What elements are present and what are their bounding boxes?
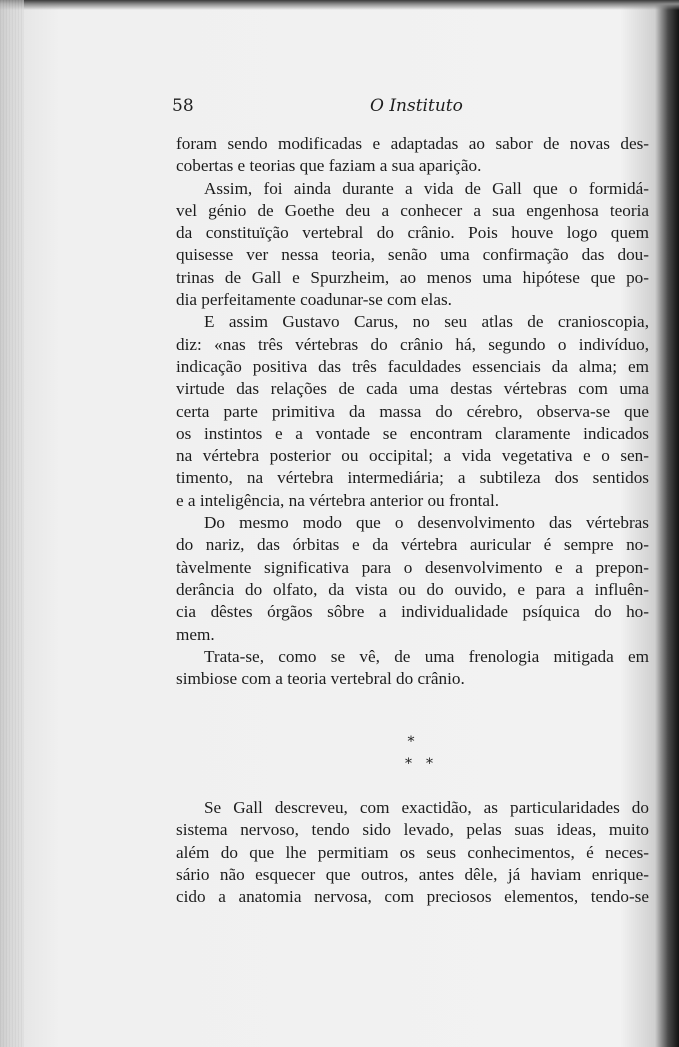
text-line: indicação positiva das três faculdades essenciais da alma; em xyxy=(176,356,649,376)
text-line: do nariz, das órbitas e da vértebra auricular é sempre no- xyxy=(176,535,649,555)
text-line: Se Gall descreveu, com exactidão, as particularidades do xyxy=(204,798,649,817)
asterism-top: * xyxy=(407,734,415,750)
text-line: além do que lhe permitiam os seus conhecimentos, é neces- xyxy=(176,842,649,862)
text-line: sistema nervoso, tendo sido levado, pelas suas ideas, muito xyxy=(176,820,649,840)
paragraph xyxy=(176,311,649,512)
text-line: timento, na vértebra intermediária; a subtileza dos sentidos xyxy=(176,468,649,488)
paragraph xyxy=(176,133,649,178)
text-line: cido a anatomia nervosa, com preciosos elementos, tendo-se xyxy=(176,887,649,907)
asterism-bottom: ** xyxy=(405,756,447,772)
text-line: Trata-se, como se vê, de uma frenologia mitigada em xyxy=(204,646,649,666)
text-line: cia dêstes órgãos sôbre a individualidade psíquica do ho- xyxy=(176,602,649,622)
text-line: na vértebra posterior ou occipital; a vida vegetativa e o sen- xyxy=(176,446,649,466)
text-line: E assim Gustavo Carus, no seu atlas de cranioscopia, xyxy=(204,312,649,332)
text-line: simbiose com a teoria vertebral do crânio. xyxy=(176,669,465,689)
text-line: Do mesmo modo que o desenvolvimento das vértebras xyxy=(204,513,649,533)
text-line: da constituïção vertebral do crânio. Pois houve logo quem xyxy=(176,223,649,243)
text-line: dia perfeitamente coadunar-se com elas. xyxy=(176,290,452,310)
text-line: Assim, foi ainda durante a vida de Gall que o formidá- xyxy=(204,178,649,198)
text-line: diz: «nas três vértebras do crânio há, segundo o indivíduo, xyxy=(176,334,649,354)
text-line: sário não esquecer que outros, antes dêle, já haviam enrique- xyxy=(176,864,649,884)
running-title: O Instituto xyxy=(370,96,463,116)
text-line: quisesse ver nessa teoria, senão uma confirmação das dou- xyxy=(176,245,649,265)
main-text xyxy=(176,133,649,690)
page-number: 58 xyxy=(172,96,194,116)
text-line: foram sendo modificadas e adaptadas ao sabor de novas des- xyxy=(176,134,649,153)
text-line: vel génio de Goethe deu a conhecer a sua engenhosa teoria xyxy=(176,200,649,220)
paragraph xyxy=(176,512,649,646)
text-line: virtude das relações de cada uma destas vértebras com uma xyxy=(176,379,649,399)
text-line: os instintos e a vontade se encontram claramente indicados xyxy=(176,423,649,443)
page-top-edge-shadow xyxy=(0,0,679,10)
section-two-text xyxy=(176,797,649,908)
page-header xyxy=(172,96,648,122)
asterism-section-break xyxy=(391,734,447,772)
text-line: trinas de Gall e Spurzheim, ao menos uma hipótese que po- xyxy=(176,267,649,287)
text-line: derância do olfato, da vista ou do ouvido, e para a influên- xyxy=(176,579,649,599)
text-line: cobertas e teorias que faziam a sua aparição. xyxy=(176,156,482,176)
paragraph xyxy=(176,646,649,691)
paragraph xyxy=(176,797,649,908)
text-line: certa parte primitiva da massa do cérebro, observa-se que xyxy=(176,401,649,421)
text-line: mem. xyxy=(176,624,215,644)
text-line: e a inteligência, na vértebra anterior ou frontal. xyxy=(176,490,500,510)
page-binding-edge xyxy=(0,0,24,1047)
paragraph xyxy=(176,178,649,312)
text-line: tàvelmente significativa para o desenvolvimento e a prepon- xyxy=(176,557,649,577)
